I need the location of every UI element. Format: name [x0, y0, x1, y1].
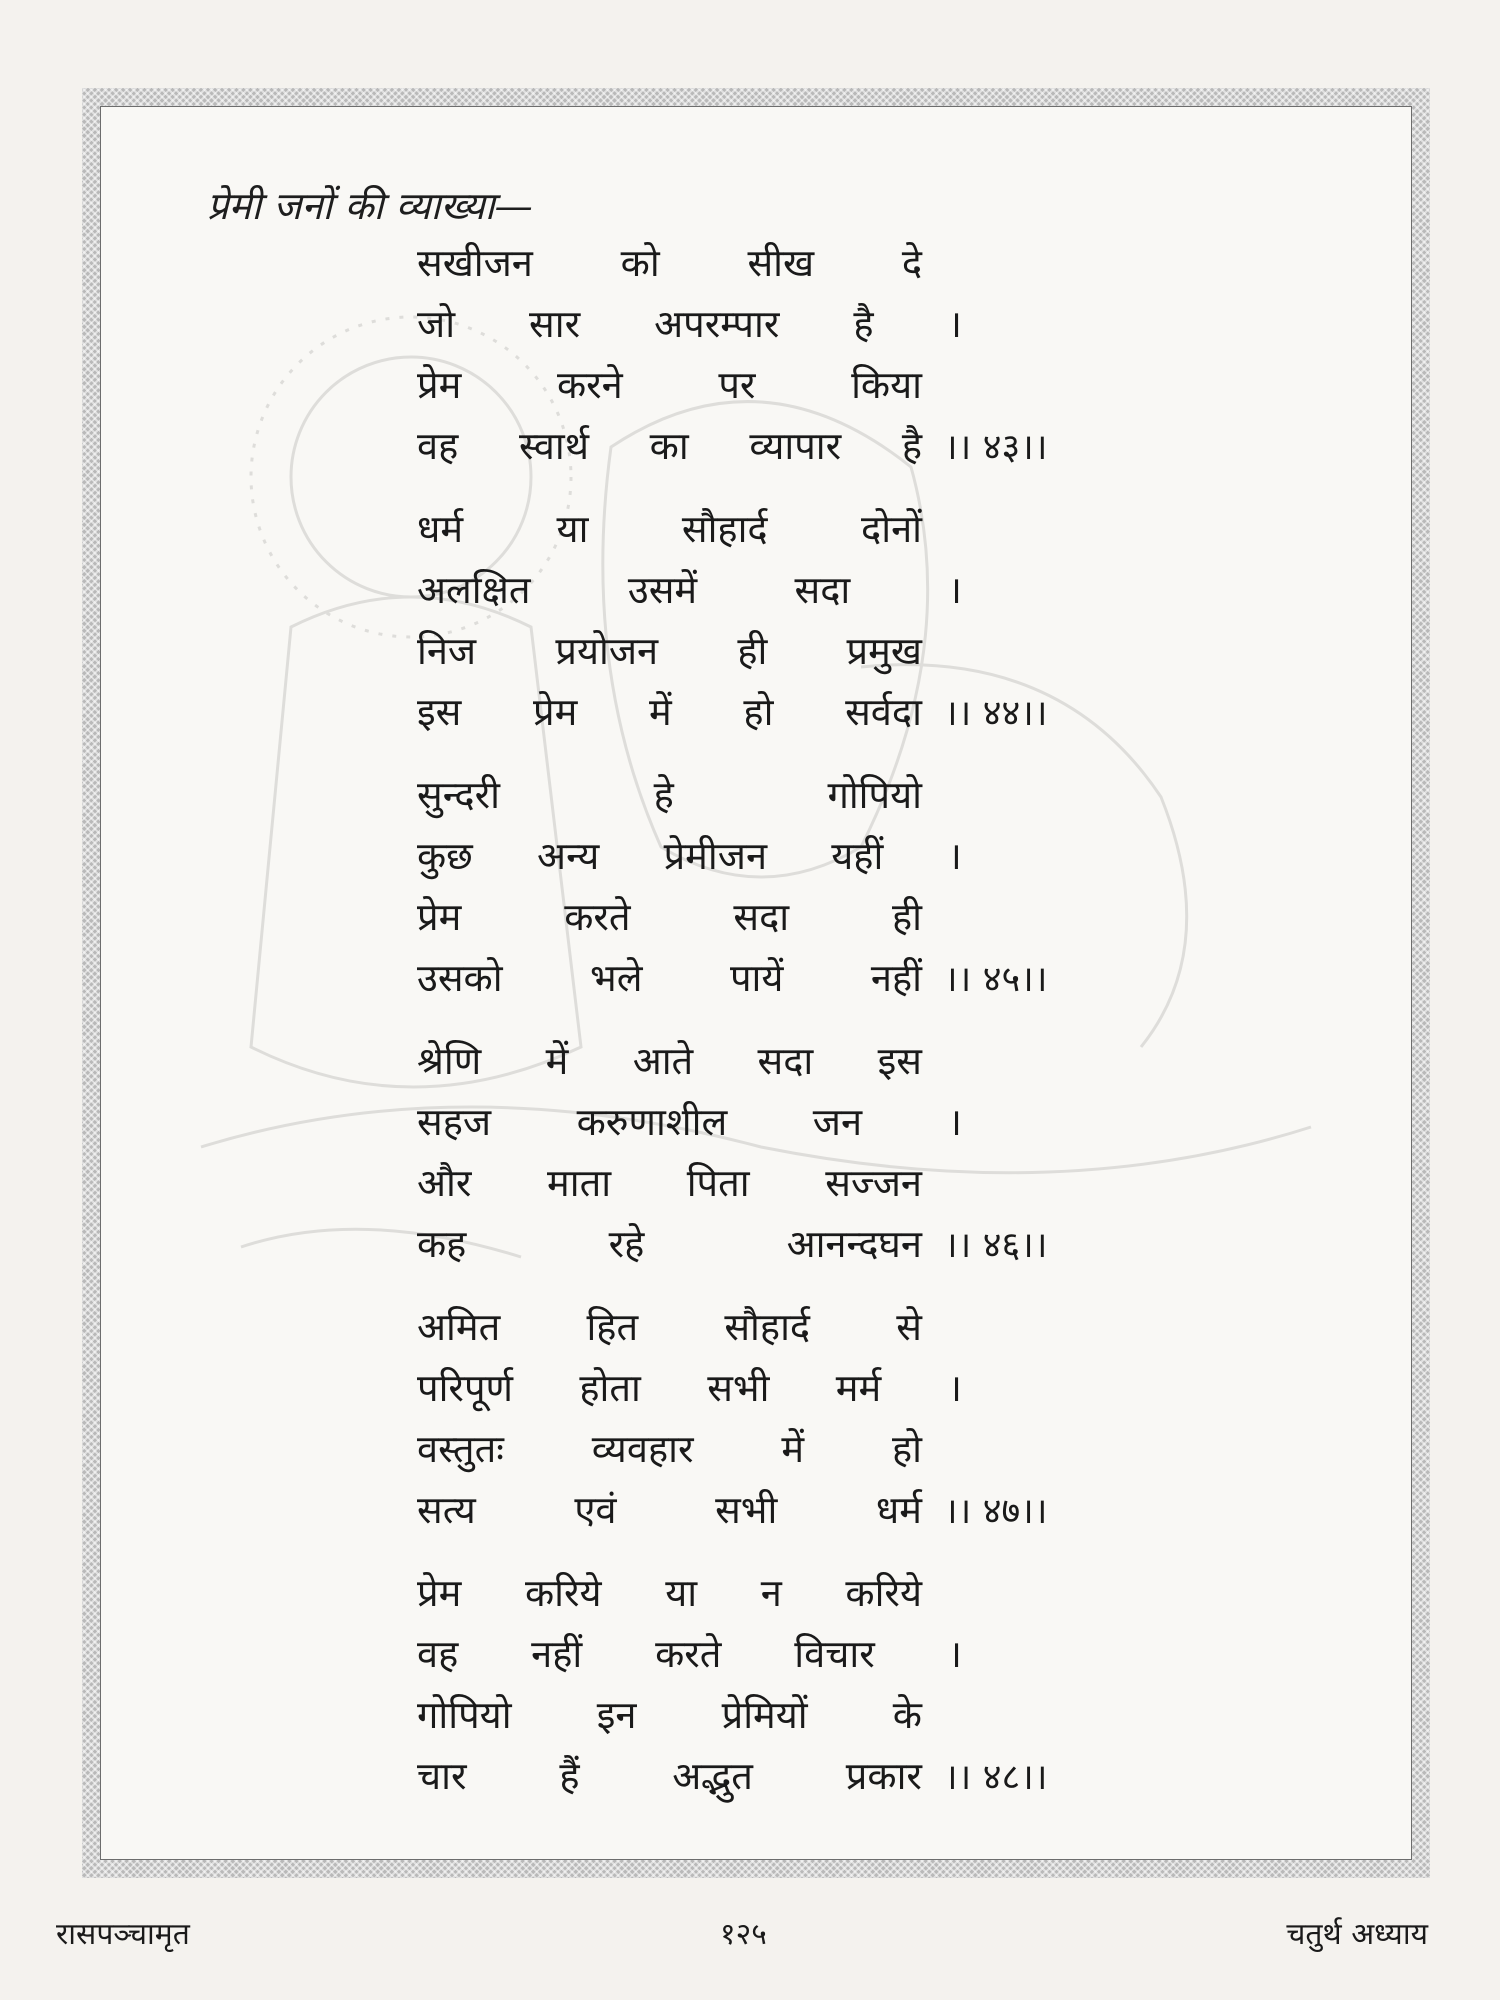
verse-word: किया [851, 363, 922, 407]
verse-line [417, 682, 1177, 743]
verse-word: सभी [707, 1366, 770, 1410]
verse-text [417, 499, 922, 560]
verse-word: सदा [733, 895, 790, 939]
verse-word: इस [877, 1039, 922, 1083]
verse-word: नहीं [870, 956, 922, 1000]
verse-word: हित [586, 1305, 639, 1349]
verse-word: या [665, 1571, 698, 1615]
verse-word: पायें [729, 956, 784, 1000]
verse-word: का [649, 424, 689, 468]
verse-number: ।। ४८।। [944, 1757, 1048, 1798]
verse-word: । [947, 568, 962, 612]
verse-word: सज्जन [825, 1161, 922, 1205]
verse-text [417, 1563, 922, 1624]
verse-text [417, 416, 922, 477]
verse-line [417, 948, 1177, 1009]
verse-word: न [760, 1571, 782, 1615]
verse-word: अमित [417, 1305, 501, 1349]
verse-line [417, 621, 1177, 682]
verse-word: ही [737, 629, 768, 673]
verse-word: से [896, 1305, 922, 1349]
verse-line [417, 233, 1177, 294]
verse-text [417, 826, 962, 887]
verse-word: करने [556, 363, 623, 407]
verse-line [417, 1214, 1177, 1275]
verse-word: होता [579, 1366, 641, 1410]
verse-text [417, 1092, 962, 1153]
verse-text [417, 560, 962, 621]
verse-word: जन [812, 1100, 863, 1144]
verse-word: । [947, 834, 962, 878]
verse-word: उसको [417, 956, 503, 1000]
verse-word: गोपियो [417, 1693, 512, 1737]
verse-word: प्रेम [533, 690, 578, 734]
verse-line [417, 887, 1177, 948]
verse-word: के [892, 1693, 922, 1737]
verse-word: सदा [794, 568, 851, 612]
verse-word: वह [417, 424, 459, 468]
verse-text [417, 294, 962, 355]
stanza [417, 233, 1177, 477]
verse-word: अपरम्पार [654, 302, 780, 346]
verse-word: प्रकार [845, 1754, 922, 1798]
verse-word: अलक्षित [417, 568, 531, 612]
verse-word: हो [743, 690, 774, 734]
verse-word: और [417, 1161, 472, 1205]
verse-text [417, 621, 922, 682]
verse-number: ।। ४४।। [944, 693, 1048, 734]
verse-word: आते [632, 1039, 694, 1083]
verse-word: प्रेमियों [721, 1693, 808, 1737]
verse-word: यहीं [831, 834, 884, 878]
verse-word: है [853, 302, 874, 346]
verse-word: कुछ [417, 834, 473, 878]
verse-word: अद्भुत [672, 1754, 753, 1798]
verse-line [417, 499, 1177, 560]
verse-word: इन [596, 1693, 637, 1737]
verse-word: निज [417, 629, 477, 673]
verse-line [417, 1624, 1177, 1685]
verse-line [417, 1685, 1177, 1746]
verse-word: । [947, 1100, 962, 1144]
verse-word: स्वार्थ [518, 424, 589, 468]
verse-word: सार [529, 302, 581, 346]
verse-word: प्रेमीजन [663, 834, 768, 878]
page-content [100, 106, 1412, 1860]
verse-line [417, 1031, 1177, 1092]
verse-word: हो [891, 1427, 922, 1471]
verse-text [417, 948, 922, 1009]
verse-word: हे [653, 773, 674, 817]
verse-text [417, 1031, 922, 1092]
verse-word: इस [417, 690, 462, 734]
verse-word: धर्म [875, 1488, 922, 1532]
verse-word: कह [417, 1222, 467, 1266]
verse-word: नहीं [531, 1632, 583, 1676]
stanza [417, 499, 1177, 743]
verse-word: जो [417, 302, 456, 346]
verse-number: ।। ४५।। [944, 959, 1048, 1000]
verse-word: हैं [559, 1754, 580, 1798]
verse-line [417, 1092, 1177, 1153]
verse-text [417, 1746, 922, 1807]
verse-word: दोनों [861, 507, 922, 551]
verse-word: । [947, 302, 962, 346]
verse-word: आनन्दघन [786, 1222, 922, 1266]
verse-word: विचार [794, 1632, 875, 1676]
verse-word: एवं [574, 1488, 617, 1532]
verse-word: परिपूर्ण [417, 1366, 514, 1410]
verse-word: सर्वदा [845, 690, 922, 734]
verse-text [417, 682, 922, 743]
verse-line [417, 355, 1177, 416]
verse-word: करते [655, 1632, 722, 1676]
verse-word: व्यापार [749, 424, 842, 468]
verse-word: माता [547, 1161, 612, 1205]
verse-word: सत्य [417, 1488, 476, 1532]
verse-word: सौहार्द [724, 1305, 811, 1349]
verse-word: मर्म [835, 1366, 882, 1410]
verse-word: सुन्दरी [417, 773, 500, 817]
stanza [417, 1563, 1177, 1807]
verse-text [417, 355, 922, 416]
verse-text [417, 887, 922, 948]
verse-word: वह [417, 1632, 459, 1676]
verse-line [417, 560, 1177, 621]
verse-word: प्रेम [417, 363, 462, 407]
verse-word: रहे [608, 1222, 645, 1266]
verse-word: प्रेम [417, 1571, 462, 1615]
verse-word: दे [901, 241, 922, 285]
verse-word: सीख [747, 241, 815, 285]
verse-line [417, 416, 1177, 477]
verse-number: ।। ४६।। [944, 1225, 1048, 1266]
verse-text [417, 1624, 962, 1685]
verse-line [417, 294, 1177, 355]
verse-line [417, 1480, 1177, 1541]
verse-number: ।। ४७।। [944, 1491, 1048, 1532]
verse-line [417, 1358, 1177, 1419]
verse-word: प्रेम [417, 895, 462, 939]
verse-text [417, 765, 922, 826]
verse-word: । [947, 1632, 962, 1676]
verse-text [417, 1297, 922, 1358]
poem [417, 233, 1177, 1829]
verse-text [417, 1214, 922, 1275]
book-title: रासपञ्चामृत [56, 1917, 190, 1952]
page-number: १२५ [720, 1917, 767, 1952]
verse-word: सहज [417, 1100, 492, 1144]
verse-word: में [649, 690, 672, 734]
verse-line [417, 765, 1177, 826]
verse-line [417, 1746, 1177, 1807]
verse-word: ही [891, 895, 922, 939]
verse-text [417, 1358, 962, 1419]
verse-word: सखीजन [417, 241, 533, 285]
verse-word: सौहार्द [681, 507, 768, 551]
verse-word: धर्म [417, 507, 464, 551]
page-border [82, 88, 1430, 1878]
verse-word: को [620, 241, 660, 285]
verse-line [417, 1563, 1177, 1624]
verse-number: ।। ४३।। [944, 427, 1048, 468]
verse-word: या [556, 507, 589, 551]
verse-word: करिये [524, 1571, 602, 1615]
verse-word: अन्य [537, 834, 600, 878]
verse-text [417, 1153, 922, 1214]
section-heading: प्रेमी जनों की व्याख्या— [207, 184, 533, 228]
verse-line [417, 826, 1177, 887]
verse-word: है [901, 424, 922, 468]
verse-word: चार [417, 1754, 467, 1798]
verse-word: करुणाशील [576, 1100, 728, 1144]
verse-text [417, 1480, 922, 1541]
verse-word: पर [718, 363, 756, 407]
verse-word: में [781, 1427, 805, 1471]
verse-text [417, 1685, 922, 1746]
verse-line [417, 1419, 1177, 1480]
verse-line [417, 1297, 1177, 1358]
verse-word: करिये [845, 1571, 922, 1615]
verse-word: करते [564, 895, 631, 939]
verse-word: में [545, 1039, 569, 1083]
stanza [417, 1297, 1177, 1541]
verse-word: व्यवहार [591, 1427, 694, 1471]
chapter-title: चतुर्थ अध्याय [1286, 1917, 1428, 1952]
verse-word: पिता [686, 1161, 750, 1205]
verse-word: प्रयोजन [555, 629, 659, 673]
stanza [417, 765, 1177, 1009]
verse-word: सदा [757, 1039, 814, 1083]
verse-line [417, 1153, 1177, 1214]
verse-word: सभी [715, 1488, 778, 1532]
verse-text [417, 233, 922, 294]
verse-word: गोपियो [827, 773, 922, 817]
verse-word: वस्तुतः [417, 1427, 504, 1471]
verse-word: प्रमुख [846, 629, 922, 673]
verse-word: श्रेणि [417, 1039, 482, 1083]
verse-text [417, 1419, 922, 1480]
verse-word: भले [590, 956, 643, 1000]
stanza [417, 1031, 1177, 1275]
verse-word: । [947, 1366, 962, 1410]
verse-word: उसमें [627, 568, 698, 612]
